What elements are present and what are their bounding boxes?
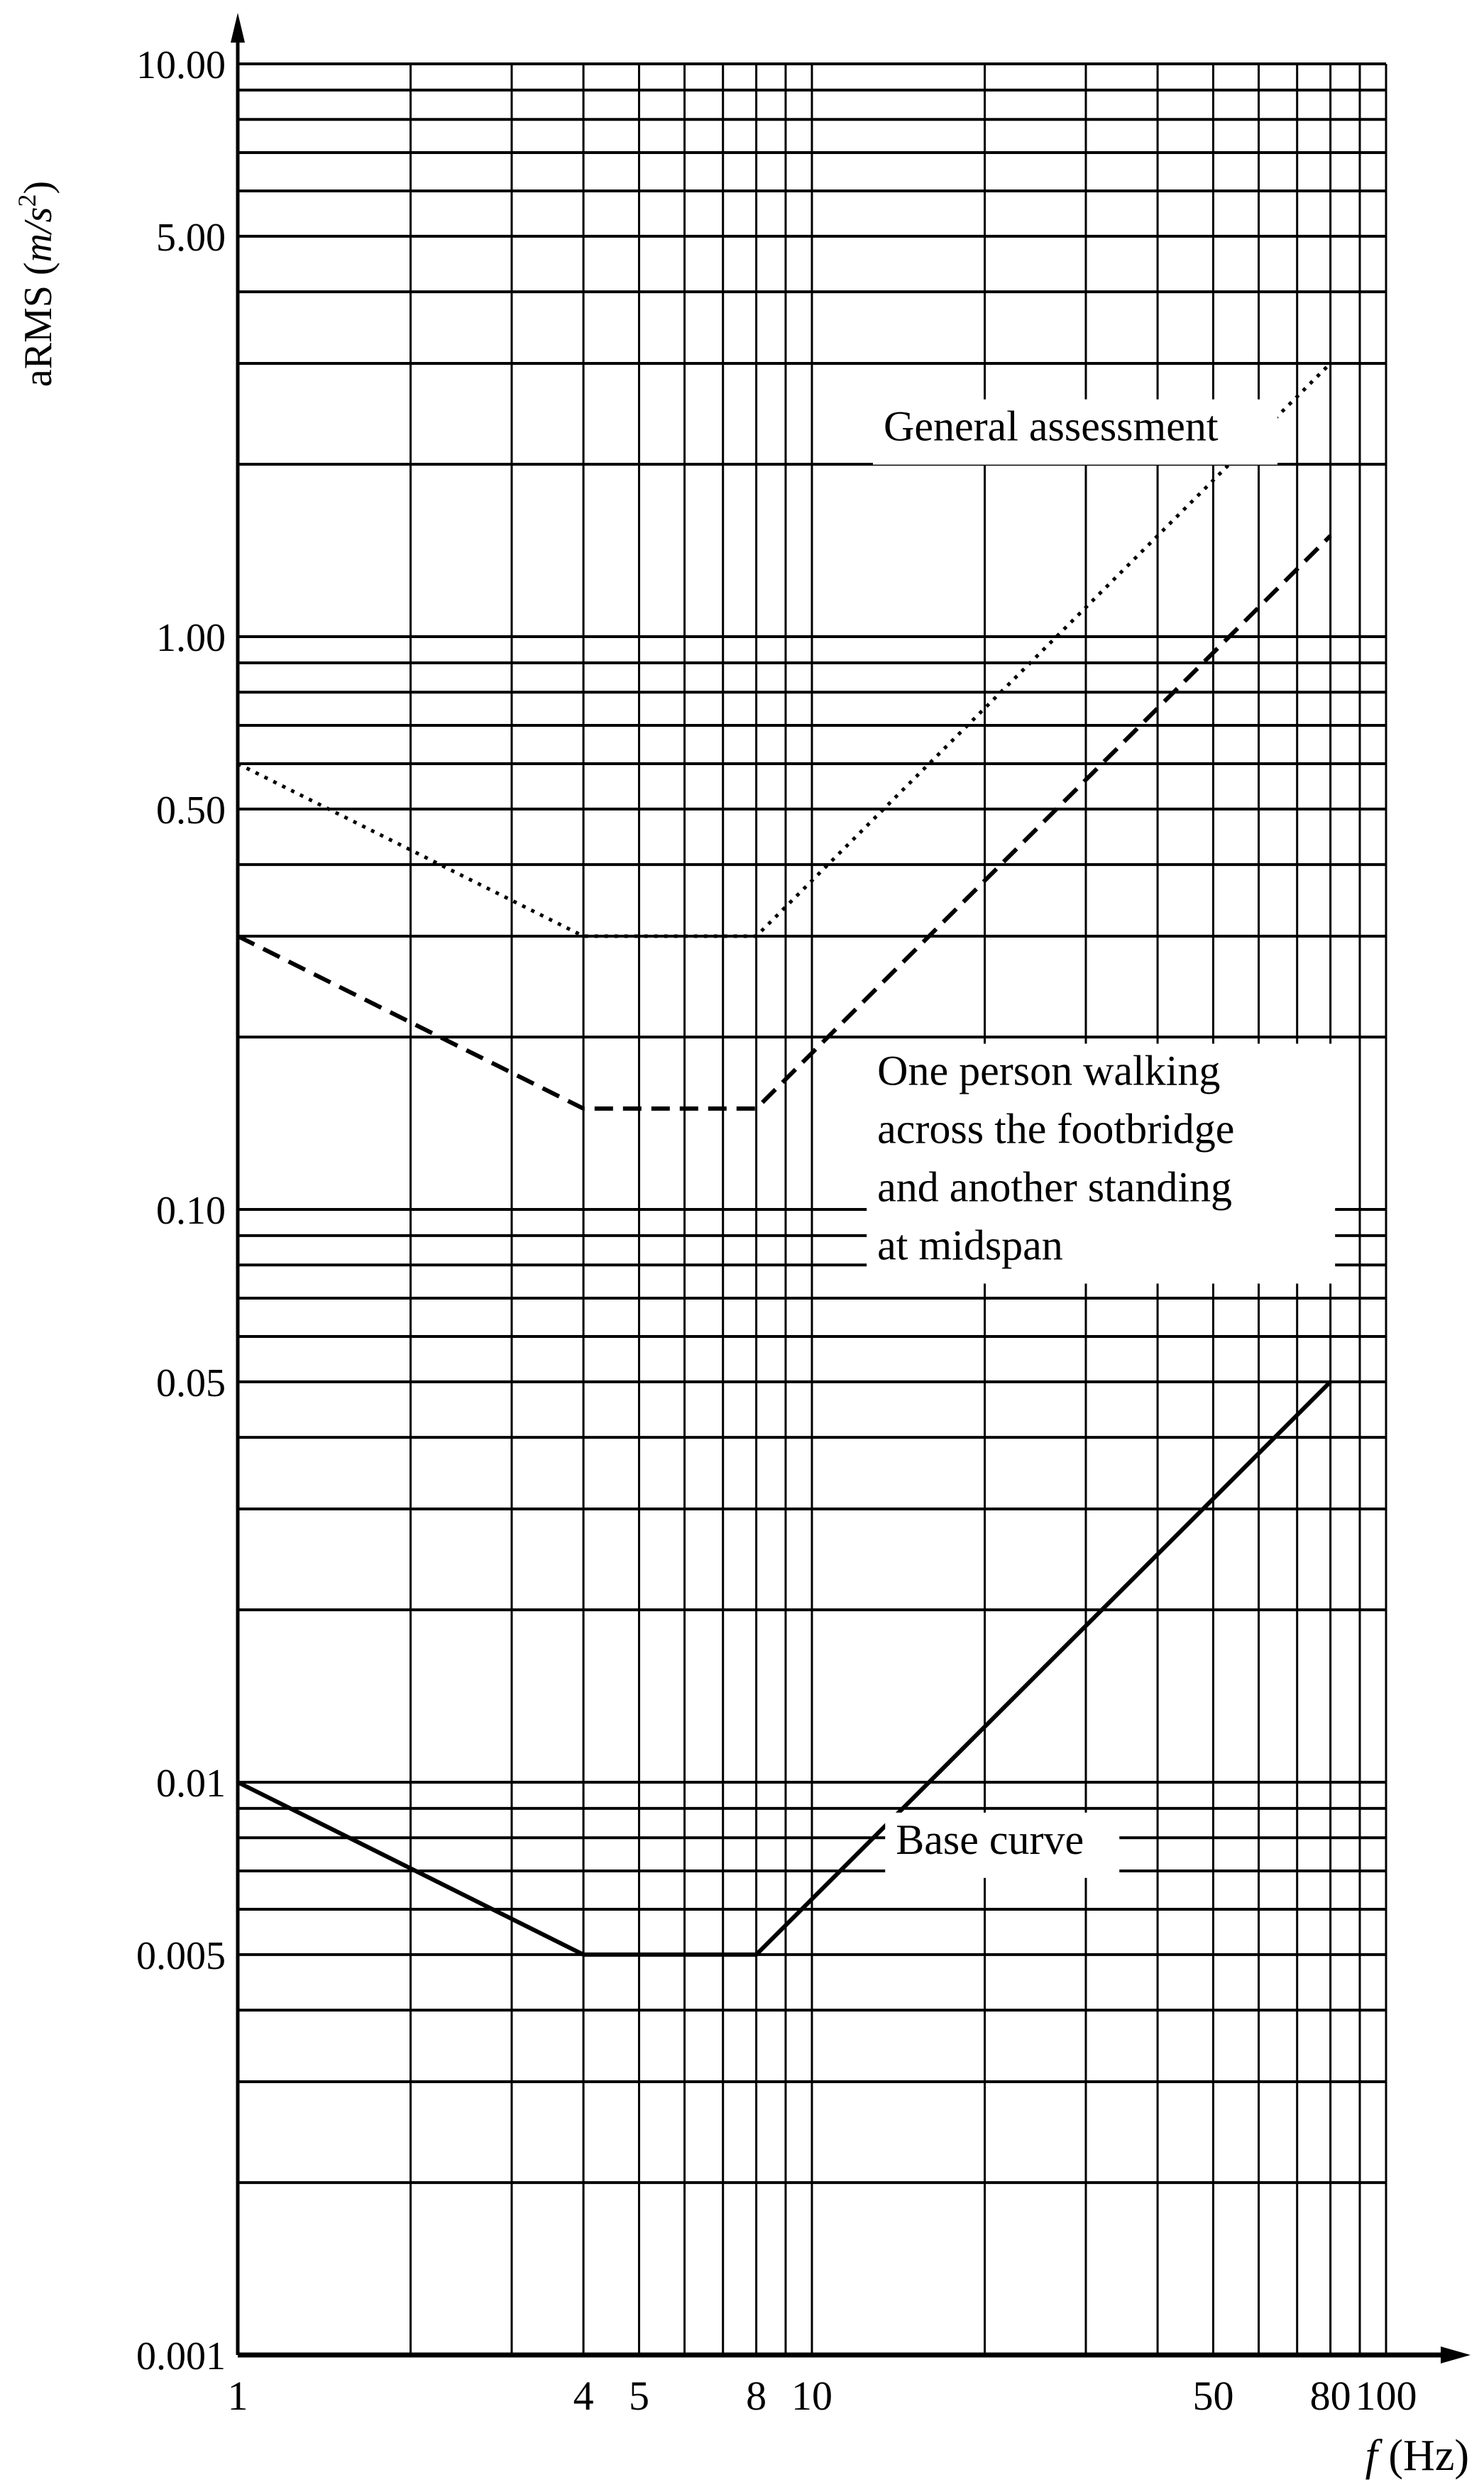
series-line-dashed	[238, 536, 1331, 1109]
y-tick-label: 5.00	[156, 215, 226, 260]
x-tick-label: 10	[791, 2373, 832, 2419]
y-tick-label: 10.00	[136, 43, 226, 87]
series-annotation: at midspan	[877, 1221, 1063, 1269]
series-line-solid	[238, 1382, 1331, 1955]
x-tick-label: 100	[1355, 2373, 1417, 2419]
series-annotation: General assessment	[883, 402, 1219, 450]
y-tick-label: 1.00	[156, 616, 226, 660]
y-tick-label: 0.10	[156, 1189, 226, 1233]
x-axis-arrow-icon	[1441, 2346, 1471, 2364]
y-tick-label: 0.005	[136, 1933, 226, 1978]
x-axis-label: f (Hz)	[1365, 2432, 1469, 2480]
series-annotation: Base curve	[896, 1816, 1084, 1863]
y-tick-label: 0.50	[156, 788, 226, 833]
series-annotation: and another standing	[877, 1163, 1233, 1211]
y-axis-label: aRMS $(m/s^2)$	[13, 180, 60, 388]
x-tick-label: 80	[1309, 2373, 1351, 2419]
x-tick-label: 1	[227, 2373, 248, 2419]
y-tick-label: 0.001	[136, 2334, 226, 2378]
y-tick-label: 0.01	[156, 1762, 226, 1806]
labels	[136, 43, 1417, 2419]
x-tick-label: 8	[746, 2373, 767, 2419]
series-annotation: One person walking	[877, 1047, 1221, 1094]
x-tick-label: 5	[628, 2373, 649, 2419]
x-tick-label: 50	[1192, 2373, 1234, 2419]
series-annotation: across the footbridge	[877, 1105, 1235, 1153]
y-axis-arrow-icon	[231, 13, 245, 43]
y-tick-label: 0.05	[156, 1361, 226, 1405]
x-tick-label: 4	[573, 2373, 594, 2419]
